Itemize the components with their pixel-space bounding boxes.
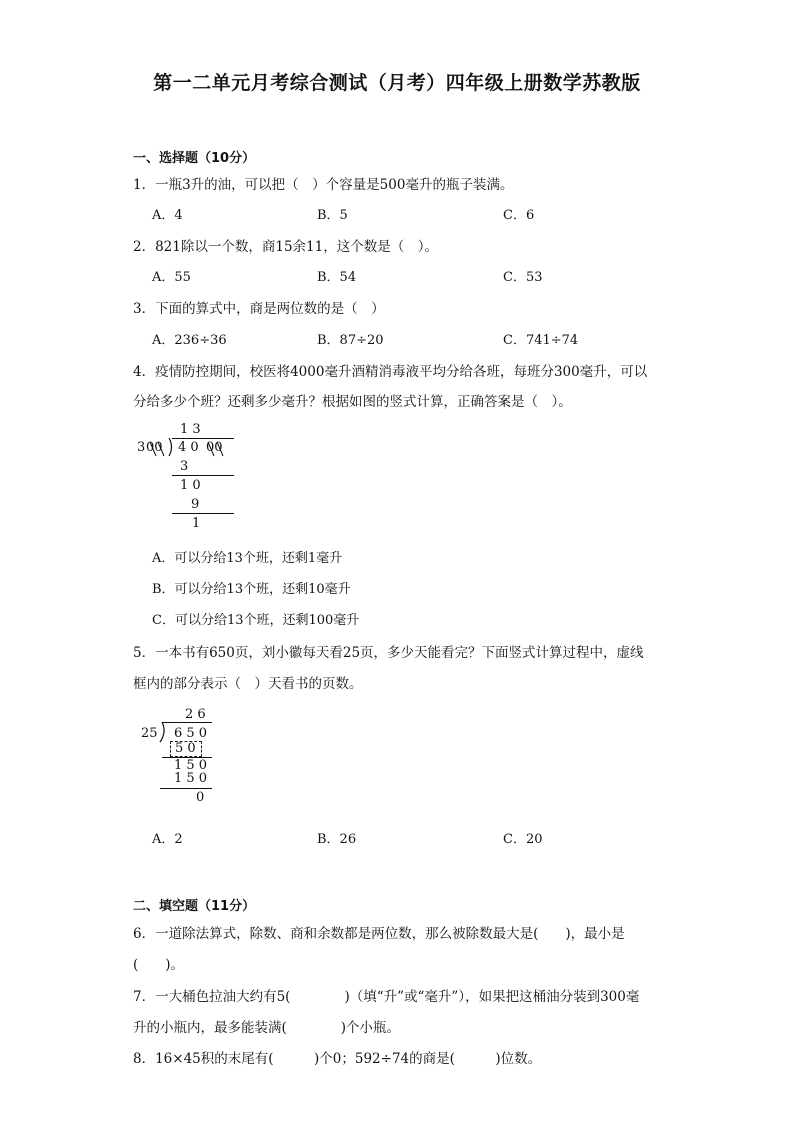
q2-option-c: C．53	[503, 270, 543, 285]
q5-divisor: 25	[141, 726, 158, 741]
q5-boxed-value: 5 0	[175, 741, 196, 756]
q4-step-1: 3	[180, 459, 189, 474]
q5-step-2: 1 5 0	[174, 771, 208, 786]
q5-step-1: 1 5 0	[174, 758, 208, 773]
section-heading-choice: 一、选择题（10分）	[133, 151, 256, 166]
q5-option-c: C．20	[503, 832, 543, 847]
question-5-line-1: 5．一本书有650页，刘小徽每天看25页，多少天能看完？下面竖式计算过程中，虚线	[133, 645, 644, 661]
q5-division-bar	[162, 722, 212, 723]
q4-dividend-zeros: 00	[206, 440, 223, 455]
q4-option-c: C．可以分给13个班，还剩100毫升	[152, 613, 360, 628]
q4-dividend: 4 0	[178, 440, 199, 455]
q4-option-b: B．可以分给13个班，还剩10毫升	[152, 582, 351, 597]
question-6-line-2: ( )。	[133, 957, 185, 973]
q5-remainder: 0	[196, 790, 205, 805]
page-title: 第一二单元月考综合测试（月考）四年级上册数学苏教版	[153, 72, 641, 94]
q5-dividend: 6 5 0	[174, 726, 208, 741]
q3-option-b: B．87÷20	[317, 333, 384, 348]
question-5-line-2: 框内的部分表示（ ）天看书的页数。	[133, 676, 363, 692]
question-4-line-1: 4．疫情防控期间，校医将4000毫升酒精消毒液平均分给各班，每班分300毫升，可以	[133, 364, 648, 380]
q5-step-line-2	[160, 788, 212, 789]
q5-option-a: A．2	[152, 832, 183, 847]
q3-option-a: A．236÷36	[152, 333, 227, 348]
q2-option-a: A．55	[152, 270, 191, 285]
section-heading-fill: 二、填空题（11分）	[133, 899, 256, 914]
question-3: 3．下面的算式中，商是两位数的是（ ）	[133, 301, 385, 317]
question-2: 2．821除以一个数，商15余11，这个数是（ ）。	[133, 239, 438, 255]
q4-strike-marks	[143, 438, 183, 458]
q4-step-line-1	[172, 475, 234, 476]
q1-option-b: B．5	[317, 208, 348, 223]
question-8: 8．16×45积的末尾有( )个0；592÷74的商是( )位数。	[133, 1051, 542, 1067]
q4-step-line-2	[172, 513, 234, 514]
q1-option-c: C．6	[503, 208, 535, 223]
q4-quotient: 1 3	[180, 422, 201, 437]
q4-remainder: 1	[192, 516, 201, 531]
question-6-line-1: 6．一道除法算式，除数、商和余数都是两位数，那么被除数最大是( )，最小是	[133, 926, 625, 942]
q5-quotient: 2 6	[185, 707, 206, 722]
question-7-line-2: 升的小瓶内，最多能装满( )个小瓶。	[133, 1020, 401, 1036]
q4-step-3: 9	[191, 497, 200, 512]
question-7-line-1: 7．一大桶色拉油大约有5( )（填“升”或“毫升”），如果把这桶油分装到300毫	[133, 989, 640, 1005]
q1-option-a: A．4	[152, 208, 183, 223]
q2-option-b: B．54	[317, 270, 357, 285]
q4-divisor: 3	[137, 440, 146, 455]
q4-step-2: 1 0	[180, 478, 201, 493]
q4-option-a: A．可以分给13个班，还剩1毫升	[152, 551, 343, 566]
q4-divisor-zeros: 00	[146, 440, 163, 455]
question-4-line-2: 分给多少个班？还剩多少毫升？根据如图的竖式计算，正确答案是（ ）。	[133, 394, 572, 410]
q4-dividend-strike-marks	[202, 438, 234, 458]
q5-option-b: B．26	[317, 832, 357, 847]
question-1: 1．一瓶3升的油，可以把（ ）个容量是500毫升的瓶子装满。	[133, 177, 514, 193]
q3-option-c: C．741÷74	[503, 333, 579, 348]
